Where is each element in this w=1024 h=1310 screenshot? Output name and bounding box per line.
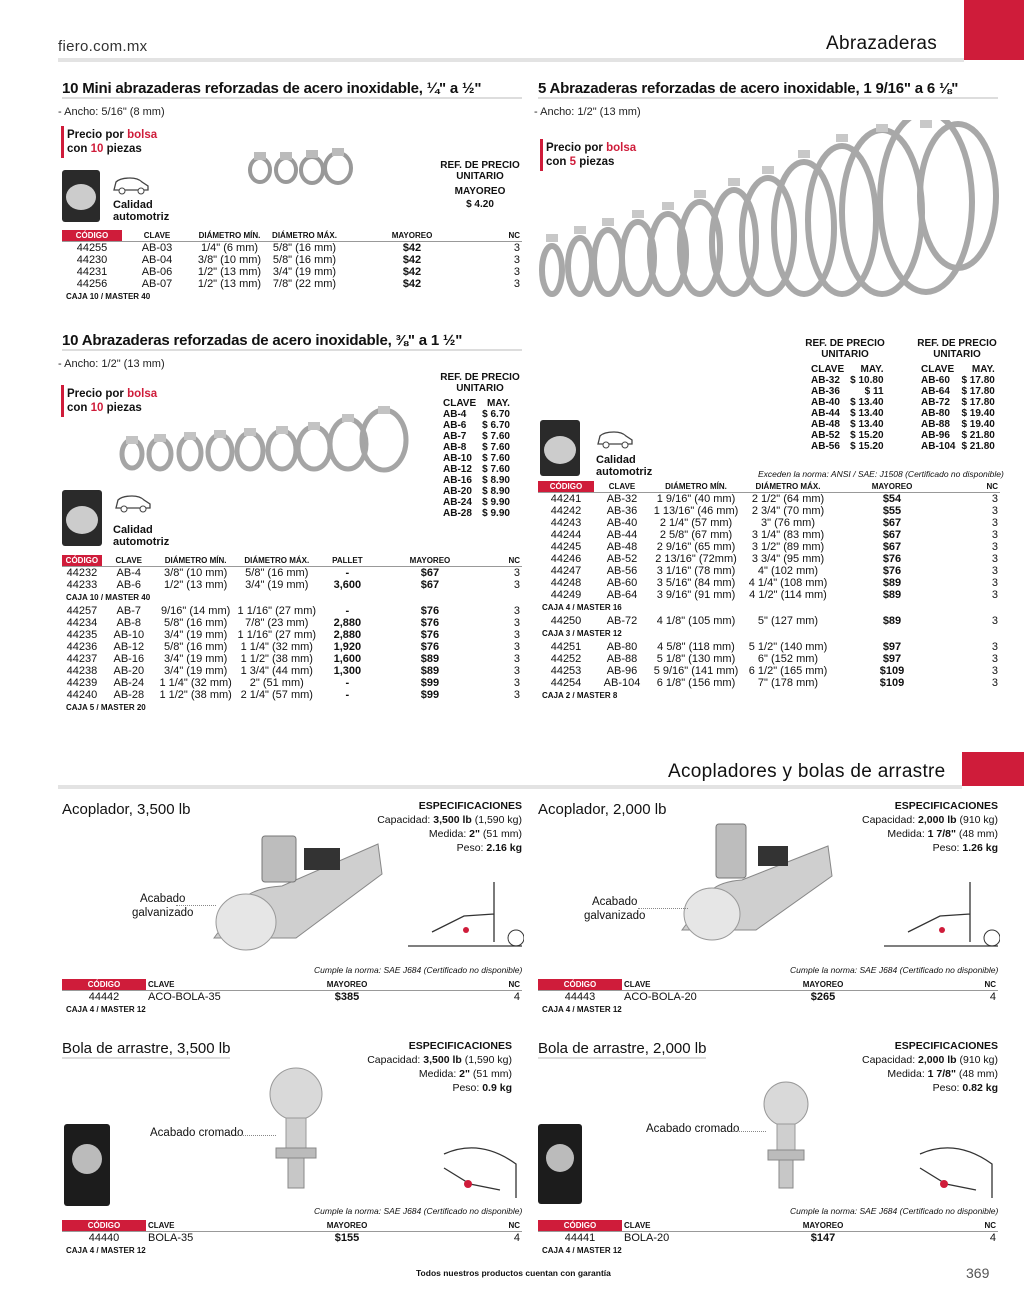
col-header: NC (462, 1220, 522, 1231)
col-header: CÓDIGO (62, 1220, 146, 1231)
ref-row: AB-72 $ 17.80 (921, 397, 995, 408)
table-row: 44254 AB-104 6 1/8" (156 mm) 7" (178 mm) $109 3 (550, 676, 998, 689)
col-header: CLAVE (146, 979, 232, 990)
ref-header: CLAVE MAY. (811, 364, 884, 375)
col-header: CÓDIGO (538, 1220, 622, 1231)
table-row: 44240 AB-28 1 1/2" (38 mm) 2 1/4" (57 mm) - $99 3 (66, 688, 520, 701)
ref-price-table (808, 364, 887, 452)
col-header: CLAVE (122, 230, 192, 241)
width-spec: - Ancho: 5/16" (8 mm) (58, 106, 165, 118)
ref-row: AB-80 $ 19.40 (921, 408, 995, 419)
col-header: CLAVE (622, 979, 708, 990)
ref-price-title: REF. DE PRECIO UNITARIO (917, 338, 997, 360)
category-title: Abrazaderas (826, 33, 938, 54)
package-image (62, 170, 100, 222)
standard-note: Exceden la norma: ANSI / SAE: J1508 (Certificado no disponible) (758, 469, 1004, 479)
ref-price-title: REF. DE PRECIO UNITARIO (805, 338, 885, 360)
hitch-diagram-icon (404, 876, 524, 956)
finish-label: Acabado galvanizado (584, 896, 646, 922)
col-header: MAYOREO (708, 979, 938, 990)
table-row: 44253 AB-96 5 9/16" (141 mm) 6 1/2" (165 mm) $109 3 (550, 664, 998, 677)
section-rule (58, 785, 962, 789)
ref-row: AB-20 $ 8.90 (443, 486, 510, 497)
spec-block: ESPECIFICACIONES Capacidad: 2,000 lb (910 kg) Medida: 1 7/8" (48 mm) Peso: 1.26 kg (861, 800, 998, 854)
col-header: CÓDIGO (62, 979, 146, 990)
col-header: DIÁMETRO MÍN. (650, 481, 742, 492)
table-row: 44252 AB-88 5 1/8" (130 mm) 6" (152 mm) $97 3 (550, 652, 998, 665)
spec-block: ESPECIFICACIONES Capacidad: 2,000 lb (910 kg) Medida: 1 7/8" (48 mm) Peso: 0.82 kg (861, 1040, 998, 1094)
tow-ball-image (266, 1064, 326, 1194)
col-header: DIÁMETRO MÁX. (742, 481, 834, 492)
case-info: CAJA 3 / MASTER 12 (542, 628, 622, 638)
product-title: 5 Abrazaderas reforzadas de acero inoxidable, 1 9/16" a 6 ⅛" (538, 80, 959, 97)
price-note: Precio por bolsa con 5 piezas (546, 142, 637, 168)
case-info: CAJA 4 / MASTER 16 (542, 602, 622, 612)
ref-price-sub: MAYOREO (454, 186, 506, 197)
col-header: MAYOREO (377, 555, 484, 566)
col-header: PALLET (318, 555, 377, 566)
table-row: 44235 AB-10 3/4" (19 mm) 1 1/16" (27 mm) 2,880 $76 3 (66, 628, 520, 641)
table-row: 44236 AB-12 5/8" (16 mm) 1 1/4" (32 mm) 1,920 $76 3 (66, 640, 520, 653)
standard-note: Cumple la norma: SAE J684 (Certificado no disponible) (314, 965, 523, 975)
col-header: CÓDIGO (538, 481, 594, 492)
title-rule (62, 349, 522, 351)
col-header: CLAVE (622, 1220, 708, 1231)
ref-row: AB-4 $ 6.70 (443, 409, 510, 420)
finish-leader (236, 1135, 276, 1136)
table-row: 44230 AB-04 3/8" (10 mm) 5/8" (16 mm) $42 3 (76, 253, 520, 266)
price-table (538, 481, 1000, 703)
clamp-image (118, 398, 418, 478)
col-header: NC (483, 555, 522, 566)
page-number: 369 (966, 1265, 990, 1281)
quality-label: Calidad automotriz (596, 454, 653, 478)
finish-leader (176, 905, 216, 906)
case-info: CAJA 10 / MASTER 40 (66, 592, 151, 602)
category-tab (964, 0, 1024, 60)
col-header: MAYOREO (834, 481, 950, 492)
col-header: CLAVE (146, 1220, 232, 1231)
case-info: CAJA 4 / MASTER 12 (66, 1004, 146, 1014)
case-info: CAJA 4 / MASTER 12 (542, 1004, 622, 1014)
ref-row: AB-96 $ 21.80 (921, 430, 995, 441)
package-image (62, 490, 102, 546)
table-row: 44249 AB-64 3 9/16" (91 mm) 4 1/2" (114 mm) $89 3 (550, 588, 998, 601)
ref-row: AB-88 $ 19.40 (921, 419, 995, 430)
price-note-bar (61, 385, 64, 417)
col-header: NC (462, 979, 522, 990)
car-icon (112, 490, 154, 514)
car-icon (110, 172, 152, 196)
footer-note: Todos nuestros productos cuentan con garantía (416, 1268, 611, 1278)
case-info: CAJA 10 / MASTER 40 (66, 291, 151, 301)
hitch-diagram-icon (916, 1134, 996, 1204)
table-row: 44231 AB-06 1/2" (13 mm) 3/4" (19 mm) $42 3 (76, 265, 520, 278)
product-title: Bola de arrastre, 3,500 lb (62, 1040, 231, 1057)
case-info: CAJA 4 / MASTER 12 (542, 1245, 622, 1255)
coupler-image (206, 830, 386, 956)
site-url[interactable]: fiero.com.mx (58, 38, 148, 55)
col-header: MAYOREO (232, 1220, 462, 1231)
table-row: 44243 AB-40 2 1/4" (57 mm) 3" (76 mm) $67 3 (550, 516, 998, 529)
ref-row: AB-64 $ 17.80 (921, 386, 995, 397)
clamp-image (538, 120, 1000, 310)
product-title: 10 Abrazaderas reforzadas de acero inoxidable, ⅜" a 1 ½" (62, 332, 463, 349)
ref-row: AB-32 $ 10.80 (811, 375, 884, 386)
table-row: 44247 AB-56 3 1/16" (78 mm) 4" (102 mm) $76 3 (550, 564, 998, 577)
ref-row: AB-8 $ 7.60 (443, 442, 510, 453)
product-title: 10 Mini abrazaderas reforzadas de acero inoxidable, ¼" a ½" (62, 80, 482, 97)
package-image (538, 1124, 582, 1204)
ref-row: AB-24 $ 9.90 (443, 497, 510, 508)
tow-ball-image (758, 1078, 814, 1194)
coupler-image (676, 816, 836, 946)
standard-note: Cumple la norma: SAE J684 (Certificado no disponible) (314, 1206, 523, 1216)
table-row: 44442 ACO-BOLA-35 $385 4 (88, 990, 520, 1003)
table-row: 44256 AB-07 1/2" (13 mm) 7/8" (22 mm) $42 3 (76, 277, 520, 290)
category-tab (962, 752, 1024, 786)
ref-row: AB-6 $ 6.70 (443, 420, 510, 431)
title-rule (538, 97, 998, 99)
car-icon (594, 426, 636, 450)
ref-row: AB-56 $ 15.20 (811, 441, 884, 452)
ref-price-table (918, 364, 998, 452)
table-row: 44440 BOLA-35 $155 4 (88, 1231, 520, 1244)
col-header: NC (950, 481, 1000, 492)
ref-header: CLAVE MAY. (921, 364, 995, 375)
ref-row: AB-10 $ 7.60 (443, 453, 510, 464)
table-row: 44255 AB-03 1/4" (6 mm) 5/8" (16 mm) $42 3 (76, 241, 520, 254)
table-row: 44248 AB-60 3 5/16" (84 mm) 4 1/4" (108 mm) $89 3 (550, 576, 998, 589)
col-header: DIÁMETRO MÍN. (156, 555, 236, 566)
quality-label: Calidad automotriz (113, 199, 170, 223)
col-header: CLAVE (102, 555, 156, 566)
ref-row: AB-104 $ 21.80 (921, 441, 995, 452)
price-table (538, 1220, 998, 1258)
col-header: DIÁMETRO MÁX. (267, 230, 342, 241)
clamp-image (246, 144, 356, 186)
col-header: CÓDIGO (538, 979, 622, 990)
ref-price-value: $ 4.20 (466, 199, 494, 210)
finish-label: Acabado galvanizado (132, 893, 194, 919)
price-table (62, 979, 522, 1017)
table-row: 44237 AB-16 3/4" (19 mm) 1 1/2" (38 mm) 1,600 $89 3 (66, 652, 520, 665)
ref-row: AB-28 $ 9.90 (443, 508, 510, 519)
col-header: CÓDIGO (62, 555, 102, 566)
ref-row: AB-60 $ 17.80 (921, 375, 995, 386)
header-rule (58, 58, 964, 62)
finish-leader (638, 908, 688, 909)
price-table (62, 555, 522, 715)
category-title: Acopladores y bolas de arrastre (668, 761, 946, 782)
package-image (64, 1124, 110, 1206)
col-header: CÓDIGO (62, 230, 122, 241)
width-spec: - Ancho: 1/2" (13 mm) (58, 358, 165, 370)
hitch-diagram-icon (880, 876, 1000, 956)
ref-row: AB-52 $ 15.20 (811, 430, 884, 441)
product-title: Bola de arrastre, 2,000 lb (538, 1040, 707, 1057)
price-table (62, 1220, 522, 1258)
ref-price-title: REF. DE PRECIO UNITARIO (440, 160, 520, 182)
table-row: 44234 AB-8 5/8" (16 mm) 7/8" (23 mm) 2,880 $76 3 (66, 616, 520, 629)
finish-label: Acabado cromado (646, 1123, 740, 1135)
width-spec: - Ancho: 1/2" (13 mm) (534, 106, 641, 118)
col-header: MAYOREO (342, 230, 482, 241)
table-row: 44239 AB-24 1 1/4" (32 mm) 2" (51 mm) - $99 3 (66, 676, 520, 689)
standard-note: Cumple la norma: SAE J684 (Certificado no disponible) (790, 965, 999, 975)
table-row: 44443 ACO-BOLA-20 $265 4 (564, 990, 996, 1003)
spec-block: ESPECIFICACIONES Capacidad: 3,500 lb (1,590 kg) Medida: 2" (51 mm) Peso: 2.16 kg (377, 800, 522, 854)
table-row: 44257 AB-7 9/16" (14 mm) 1 1/16" (27 mm) - $76 3 (66, 604, 520, 617)
col-header: MAYOREO (708, 1220, 938, 1231)
table-row: 44242 AB-36 1 13/16" (46 mm) 2 3/4" (70 mm) $55 3 (550, 504, 998, 517)
table-row: 44233 AB-6 1/2" (13 mm) 3/4" (19 mm) 3,600 $67 3 (66, 578, 520, 591)
price-note-bar (61, 126, 64, 158)
table-row: 44245 AB-48 2 9/16" (65 mm) 3 1/2" (89 mm) $67 3 (550, 540, 998, 553)
table-row: 44241 AB-32 1 9/16" (40 mm) 2 1/2" (64 mm) $54 3 (550, 492, 998, 505)
table-row: 44441 BOLA-20 $147 4 (564, 1231, 996, 1244)
product-title: Acoplador, 2,000 lb (538, 801, 667, 818)
col-header: NC (482, 230, 522, 241)
col-header: NC (938, 1220, 998, 1231)
price-table (538, 979, 998, 1017)
title-rule (62, 1057, 230, 1059)
price-note: Precio por bolsa con 10 piezas (67, 388, 158, 414)
col-header: CLAVE (594, 481, 650, 492)
standard-note: Cumple la norma: SAE J684 (Certificado no disponible) (790, 1206, 999, 1216)
ref-row: AB-7 $ 7.60 (443, 431, 510, 442)
ref-row: AB-36 $ 11 (811, 386, 884, 397)
col-header: NC (938, 979, 998, 990)
spec-block: ESPECIFICACIONES Capacidad: 3,500 lb (1,590 kg) Medida: 2" (51 mm) Peso: 0.9 kg (367, 1040, 512, 1094)
finish-label: Acabado cromado (150, 1127, 244, 1139)
package-image (540, 420, 580, 476)
ref-price-table (440, 398, 513, 519)
finish-leader (732, 1131, 766, 1132)
ref-price-title: REF. DE PRECIO UNITARIO (440, 372, 520, 394)
hitch-diagram-icon (440, 1134, 520, 1204)
ref-header: CLAVE MAY. (443, 398, 510, 409)
ref-row: AB-44 $ 13.40 (811, 408, 884, 419)
table-row: 44238 AB-20 3/4" (19 mm) 1 3/4" (44 mm) 1,300 $89 3 (66, 664, 520, 677)
case-info: CAJA 5 / MASTER 20 (66, 702, 146, 712)
ref-row: AB-48 $ 13.40 (811, 419, 884, 430)
title-rule (62, 97, 522, 99)
quality-label: Calidad automotriz (113, 524, 170, 548)
ref-row: AB-12 $ 7.60 (443, 464, 510, 475)
col-header: DIÁMETRO MÍN. (192, 230, 267, 241)
title-rule (538, 1057, 706, 1059)
table-row: 44251 AB-80 4 5/8" (118 mm) 5 1/2" (140 mm) $97 3 (550, 640, 998, 653)
col-header: MAYOREO (232, 979, 462, 990)
product-title: Acoplador, 3,500 lb (62, 801, 191, 818)
case-info: CAJA 2 / MASTER 8 (542, 690, 618, 700)
table-row: 44250 AB-72 4 1/8" (105 mm) 5" (127 mm) $89 3 (550, 614, 998, 627)
table-row: 44244 AB-44 2 5/8" (67 mm) 3 1/4" (83 mm) $67 3 (550, 528, 998, 541)
price-table (62, 230, 522, 304)
table-row: 44246 AB-52 2 13/16" (72mm) 3 3/4" (95 mm) $76 3 (550, 552, 998, 565)
col-header: DIÁMETRO MÁX. (236, 555, 319, 566)
case-info: CAJA 4 / MASTER 12 (66, 1245, 146, 1255)
ref-row: AB-40 $ 13.40 (811, 397, 884, 408)
price-note: Precio por bolsa con 10 piezas (67, 129, 158, 155)
ref-row: AB-16 $ 8.90 (443, 475, 510, 486)
table-row: 44232 AB-4 3/8" (10 mm) 5/8" (16 mm) - $67 3 (66, 566, 520, 579)
